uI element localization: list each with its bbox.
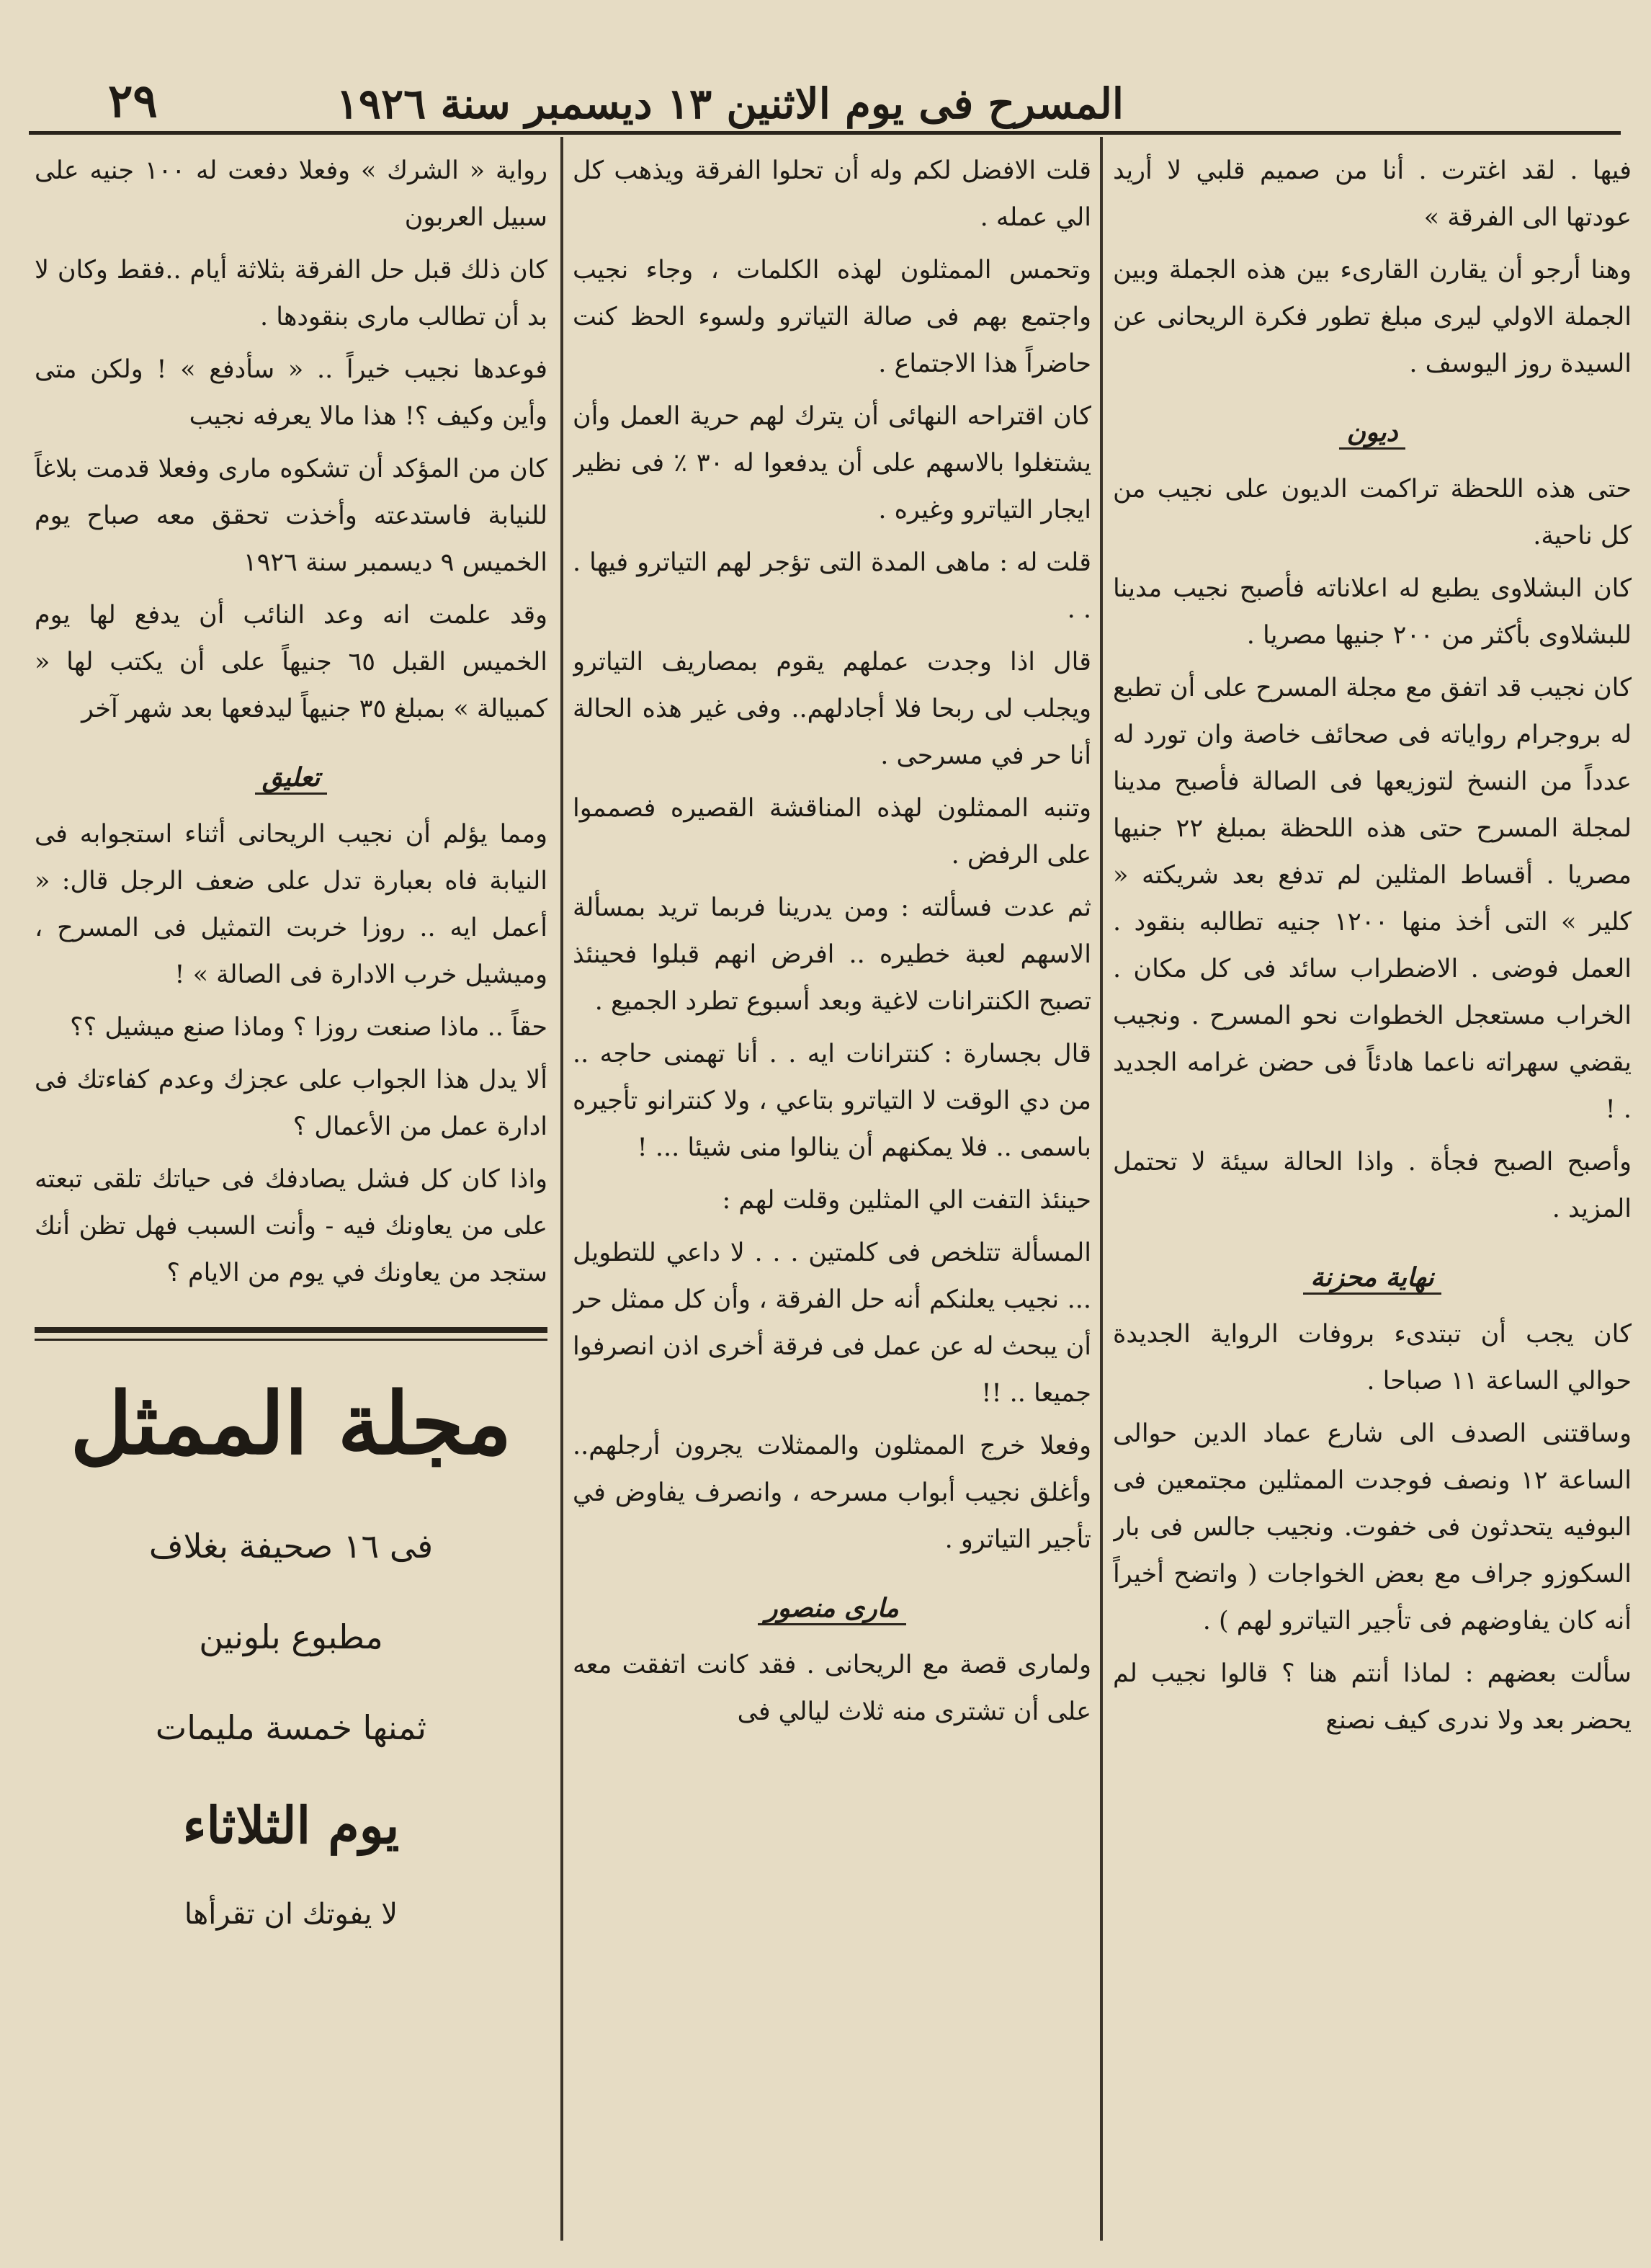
section-heading-text: نهاية محزنة <box>1303 1262 1441 1295</box>
paragraph: حينئذ التفت الي المثلين وقلت لهم : <box>722 1186 1091 1215</box>
paragraph: وفعلا خرج الممثلون والممثلات يجرون أرجلهم.. وأغلق نجيب أبواب مسرحه ، وانصرف يفاوض في تأجير التياترو . <box>573 1432 1091 1554</box>
paragraph: كان اقتراحه النهائى أن يترك لهم حرية العمل وأن يشتغلوا بالاسهم على أن يدفعوا له ٣٠ ٪ فى نظير ايجار التياترو وغيره . <box>573 402 1091 524</box>
paragraph: فوعدها نجيب خيراً .. « سأدفع » ! ولكن متى وأين وكيف ؟! هذا مالا يعرفه نجيب <box>35 355 547 431</box>
section-heading-text: تعليق <box>255 762 327 795</box>
paragraph: ولمارى قصة مع الريحانى . فقد كانت اتفقت معه على أن تشترى منه ثلاث ليالي فى <box>573 1651 1091 1726</box>
paragraph: فيها . لقد اغترت . أنا من صميم قلبي لا أريد عودتها الى الفرقة » <box>1113 156 1632 232</box>
section-heading <box>573 1585 1091 1632</box>
page-header <box>29 56 1614 128</box>
paragraph: ألا يدل هذا الجواب على عجزك وعدم كفاءتك فى ادارة عمل من الأعمال ؟ <box>35 1066 547 1141</box>
paragraph: كان من المؤكد أن تشكوه مارى وفعلا قدمت بلاغاً للنيابة فاستدعته وأخذت تحقق معه صباح يوم الخميس ٩ ديسمبر سنة ١٩٢٦ <box>35 455 547 577</box>
advert-line: فى ١٦ صحيفة بغلاف <box>148 1527 434 1566</box>
left-column <box>35 148 547 2244</box>
paragraph: وتحمس الممثلون لهذه الكلمات ، وجاء نجيب واجتمع بهم فى صالة التياترو ولسوء الحظ كنت حاضراً هذا الاجتماع . <box>573 256 1091 378</box>
column-divider-right <box>1100 137 1103 2241</box>
right-column <box>1113 148 1632 2244</box>
paragraph: ثم عدت فسألته : ومن يدرينا فربما تريد بمسألة الاسهم لعبة خطيره .. افرض انهم قبلوا فحينئذ تصبح الكنترانات لاغية وبعد أسبوع تطرد الجميع . <box>573 893 1091 1016</box>
paragraph: قلت الافضل لكم وله أن تحلوا الفرقة ويذهب كل الي عمله . <box>573 156 1091 232</box>
header-rule <box>29 131 1621 135</box>
advert-day: يوم الثلاثاء <box>182 1795 400 1855</box>
section-heading-text: مارى منصور <box>758 1593 906 1625</box>
section-heading <box>1113 409 1632 456</box>
section-heading-text: ديون <box>1339 417 1405 450</box>
paragraph: وتنبه الممثلون لهذه المناقشة القصيره فصمموا على الرفض . <box>573 794 1091 870</box>
paragraph: رواية « الشرك » وفعلا دفعت له ١٠٠ جنيه على سبيل العربون <box>35 156 547 232</box>
advert-price: ثمنها خمسة مليمات <box>155 1708 427 1747</box>
paragraph: كان البشلاوى يطبع له اعلاناته فأصبح نجيب مدينا للبشلاوى بأكثر من ٢٠٠ جنيها مصريا . <box>1113 574 1632 650</box>
paragraph: قال اذا وجدت عملهم يقوم بمصاريف التياترو ويجلب لى ربحا فلا أجادلهم.. وفى غير هذه الحالة أنا حر في مسرحى . <box>573 648 1091 770</box>
section-heading <box>35 754 547 801</box>
section-heading <box>1113 1254 1632 1301</box>
advert-rule <box>35 1327 547 1333</box>
advert-rule-thin <box>35 1339 547 1341</box>
advert-title: مجلة الممثل <box>70 1373 512 1473</box>
middle-column <box>573 148 1091 2244</box>
paragraph: كان يجب أن تبتدىء بروفات الرواية الجديدة حوالي الساعة ١١ صباحا . <box>1113 1320 1632 1396</box>
paragraph: قال بجسارة : كنترانات ايه . . أنا تهمنى حاجه .. من دي الوقت لا التياترو بتاعي ، ولا كنترانو تأجيره باسمى .. فلا يمكنهم أن ينالوا منى شيئا ... ! <box>573 1040 1091 1162</box>
paragraph: المسألة تتلخص فى كلمتين . . . لا داعي للتطويل ... نجيب يعلنكم أنه حل الفرقة ، وأن كل ممثل حر أن يبحث له عن عمل فى فرقة أخرى اذن انصرفوا جميعا .. !! <box>573 1238 1091 1408</box>
paragraph: كان نجيب قد اتفق مع مجلة المسرح على أن تطبع له بروجرام رواياته فى صحائف خاصة وان تورد له عدداً من النسخ لتوزيعها فى الصالة فأصبح مدينا لمجلة المسرح حتى هذه اللحظة بمبلغ ٢٢ جنيها مصريا . أقساط المثلين لم تدفع بعد شريكته « كلير » التى أخذ منها ١٢٠٠ جنيه تطالبه بنقود . العمل فوضى . الاضطراب سائد فى كل مكان . الخراب مستعجل الخطوات نحو المسرح . ونجيب يقضي سهراته ناعما هادئاً فى حضن غرامه الجديد . ! <box>1113 674 1632 1124</box>
paragraph: سألت بعضهم : لماذا أنتم هنا ؟ قالوا نجيب لم يحضر بعد ولا ندرى كيف نصنع <box>1113 1659 1632 1735</box>
column-divider-left <box>560 137 563 2241</box>
paragraph: وقد علمت انه وعد النائب أن يدفع لها يوم الخميس القبل ٦٥ جنيهاً على أن يكتب لها « كمبيالة » بمبلغ ٣٥ جنيهاً ليدفعها بعد شهر آخر <box>35 601 547 723</box>
advert-line: مطبوع بلونين <box>199 1617 383 1656</box>
paragraph: حقاً .. ماذا صنعت روزا ؟ وماذا صنع ميشيل ؟؟ <box>70 1013 547 1042</box>
paragraph: حتى هذه اللحظة تراكمت الديون على نجيب من كل ناحية. <box>1113 475 1632 550</box>
paragraph: كان ذلك قبل حل الفرقة بثلاثة أيام ..فقط وكان لا بد أن تطالب مارى بنقودها . <box>35 256 547 331</box>
paragraph: وأصبح الصبح فجأة . واذا الحالة سيئة لا تحتمل المزيد . <box>1113 1148 1632 1223</box>
paragraph: وهنا أرجو أن يقارن القارىء بين هذه الجملة وبين الجملة الاولي ليرى مبلغ تطور فكرة الريحانى عن السيدة روز اليوسف . <box>1113 256 1632 378</box>
paragraph: وساقتنى الصدف الى شارع عماد الدين حوالى الساعة ١٢ ونصف فوجدت الممثلين مجتمعين فى البوفيه يتحدثون فى خفوت. ونجيب جالس فى بار السكوزو جراف مع بعض الخواجات ( واتضح أخيراً أنه كان يفاوضهم فى تأجير التياترو لهم ) . <box>1113 1419 1632 1635</box>
page-number: ٢٩ <box>108 74 158 128</box>
paragraph: قلت له : ماهى المدة التى تؤجر لهم التياترو فيها . . . <box>573 548 1091 624</box>
paragraph: ومما يؤلم أن نجيب الريحانى أثناء استجوابه فى النيابة فاه بعبارة تدل على ضعف الرجل قال: « أعمل ايه .. روزا خربت التمثيل فى المسرح ، وميشيل خرب الادارة فى الصالة » ! <box>35 820 547 989</box>
running-head: المسرح فى يوم الاثنين ١٣ ديسمبر سنة ١٩٢٦ <box>336 79 1124 128</box>
advert-tagline: لا يفوتك ان تقرأها <box>184 1898 398 1931</box>
magazine-advert <box>35 1370 547 1936</box>
paragraph: واذا كان كل فشل يصادفك فى حياتك تلقى تبعته على من يعاونك فيه - وأنت السبب فهل تظن أنك ستجد من يعاونك في يوم من الايام ؟ <box>35 1165 547 1287</box>
